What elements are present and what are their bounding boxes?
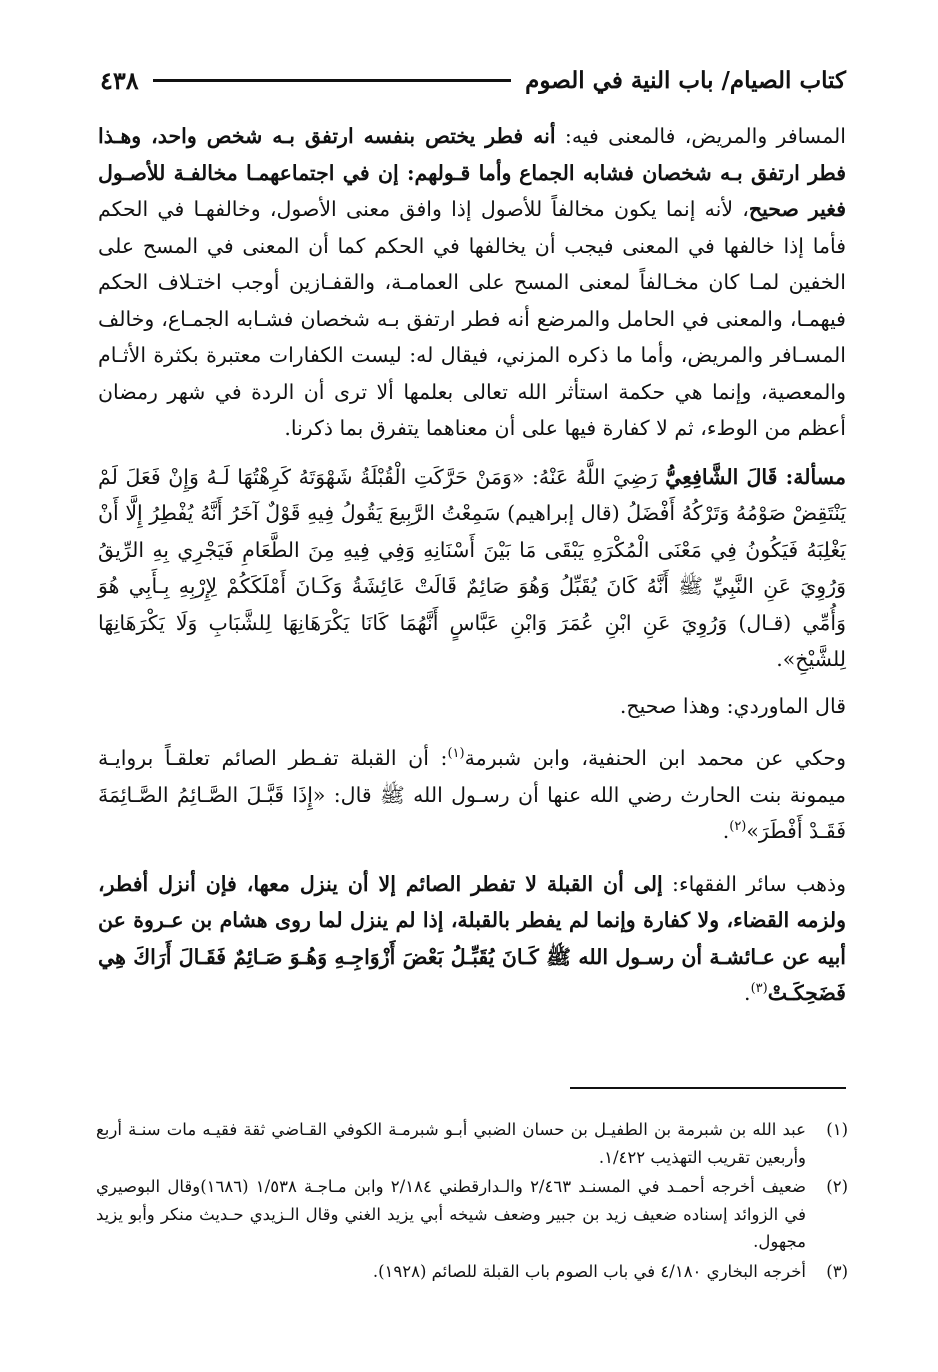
footnote-ref-2[interactable]: (٢) [729, 819, 747, 835]
footnote-text: أخرجه البخاري ٤/١٨٠ في باب الصوم باب القبلة للصائم (١٩٢٨). [372, 1261, 806, 1281]
paragraph-1 [98, 118, 846, 447]
footnote-text: عبد الله بن شبرمة بن الطفيـل بن حسان الضبي أبـو شبرمـة الكوفي القـاضي ثقة فقيـه مات سنـة أربع وأربعين تقريب التهذيب ١/٤٢٢. [96, 1120, 806, 1167]
footnote-1 [96, 1116, 848, 1171]
issue-heading: مسألة: قَالَ الشَّافِعِيُّ [665, 464, 846, 489]
footnotes [96, 1116, 848, 1287]
running-header [100, 58, 846, 102]
header-rule [153, 79, 512, 82]
footnote-ref-3[interactable]: (٣) [750, 981, 768, 997]
page-number: ٤٣٨ [100, 65, 139, 95]
text-run-bold: إلى أن القبلة لا تفطر الصائم إلا أن ينزل معها، فإن أنزل أفطر، ولزمه القضاء، ولا كفارة وإنما لم يفطر بالقبلة، إذا لم ينزل لما روى هشام بن عـروة عن أبيه عن عـائشـة أن رسـول الله ﷺ كَـانَ يُقَبِّـلُ بَعْضَ أَزْوَاجِـهِ وَهُـوَ صَـائِمٌ فَقَـالَ أَرَاكَ هِي فَضَحِكَـتْ [98, 871, 846, 1005]
paragraph-4 [98, 740, 846, 850]
footnote-2 [96, 1173, 848, 1256]
text-run: : أن القبلة تفـطر الصائم تعلقـاً بروايـة ميمونة بنت الحارث رضي الله عنها أن رسـول الله ﷺ قال: «إِذَا قَبَّـلَ الصَّـائِمُ الصَّـائِمَةَ فَقَـدْ أَفْطَرَ» [98, 746, 846, 843]
text-run: . [744, 981, 751, 1005]
text-run: رَضِيَ اللَّهُ عَنْهُ: «وَمَنْ حَرَّكَتِ الْقُبْلَةُ شَهْوَتَهُ كَرِهْتُهَا لَـهُ وَإِنْ فَعَلَ لَمْ يَنْتَقِضْ صَوْمُهُ وَتَرْكُهُ أَفْضَلُ (قال إبراهيم) سَمِعْتُ الرَّبِيعَ يَقُولُ فِيهِ قَوْلٌ آخَرُ أَنَّهُ يُفْطِرُ إِلَّا أَنْ يَغْلِبَهُ فَيَكُونُ فِي مَعْنَى الْمُكْرَهِ يَبْقَى مَا بَيْنَ أَسْنَانِهِ وَفِي فِيهِ مِنَ الطَّعَامِ فَيَجْرِي بِهِ الرِّيقُ وَرُوِيَ عَنِ النَّبِيِّ ﷺ أَنَّهُ كَانَ يُقَبِّلُ وَهُوَ صَائِمٌ قَالَتْ عَائِشَةُ وَكَـانَ أَمْلَكَكُمْ لِإِرْبِهِ بِـأَبِي هُوَ وَأُمِّي (قـال) وَرُوِيَ عَنِ ابْنِ عُمَرَ وَابْنِ عَبَّاسٍ أَنَّهُمَا كَانَا يَكْرَهَانِهَا لِلشَّبَابِ وَلَا يَكْرَهَانِهَا لِلشَّيْخِ». [98, 464, 846, 671]
text-run [511, 161, 519, 185]
footnote-number: (٣) [826, 1261, 848, 1281]
footnote-ref-1[interactable]: (١) [447, 746, 465, 762]
text-run: . [722, 819, 730, 843]
footnote-number: (٢) [826, 1177, 848, 1196]
body-text [98, 118, 846, 1012]
footnote-separator [570, 1087, 846, 1089]
text-run: ، لأنه إنما يكون مخالفاً للأصول إذا وافق معنى الأصول، وخالفهـا في الحكم فأما إذا خالفها في المعنى فيجب أن يخالفها في الحكم كما أن المعنى في المسح على الخفين لمـا كان مخـالفاً لمعنى المسح على العمامـة، والقفـازين أوجب اختـلاف الحكم فيهمـا، والمعنى في الحامل والمرضع أنه فطر ارتفق بـه شخصان فشـابه الجمـاع، وخالف المسـافر والمريض، وأما ما ذكره المزني، فيقال له: ليست الكفارات معتبرة بكثرة الأثـام والمعصية، وإنما هي حكمة استأثر الله تعالى بعلمها ألا ترى أن الردة في شهر رمضان أعظم من الوطء، ثم لا كفارة فيها على أن معناهما يتفرق بما ذكرنا. [98, 197, 847, 440]
paragraph-3: قال الماوردي: وهذا صحيح. [619, 693, 846, 718]
chapter-title: كتاب الصيام/ باب النية في الصوم [525, 66, 846, 94]
text-run: وذهب سائر الفقهاء: [662, 871, 846, 896]
text-run-bold: وأما قـولهم: إن في اجتماعهمـا مخالفـة للأصـول فغير صحيح [98, 160, 846, 221]
paragraph-2-issue [98, 459, 846, 678]
footnote-text: ضعيف أخرجه أحمـد في المسنـد ٢/٤٦٣ والـدارقطني ٢/١٨٤ وابن مـاجـة ١/٥٣٨ (١٦٨٦)وقال البوصيري في الزوائد إسناده ضعيف زيد بن جبير وضعف شيخه أبي يزيد الغني وقال الـزيدي حـديث منكر وأبو يزيد مجهول. [96, 1177, 806, 1251]
text-run: وحكي عن محمد ابن الحنفية، وابن شبرمة [464, 746, 846, 770]
footnote-3 [96, 1258, 848, 1286]
text-run-bold: أنه فطر يختص بنفسه ارتفق بـه شخص واحد، وهـذا فطر ارتفق بـه شخصان فشابه الجماع [98, 124, 847, 185]
paragraph-5 [98, 866, 846, 1012]
footnote-number: (١) [826, 1120, 848, 1139]
text-run: المسافر والمريض، فالمعنى فيه: [555, 124, 846, 148]
